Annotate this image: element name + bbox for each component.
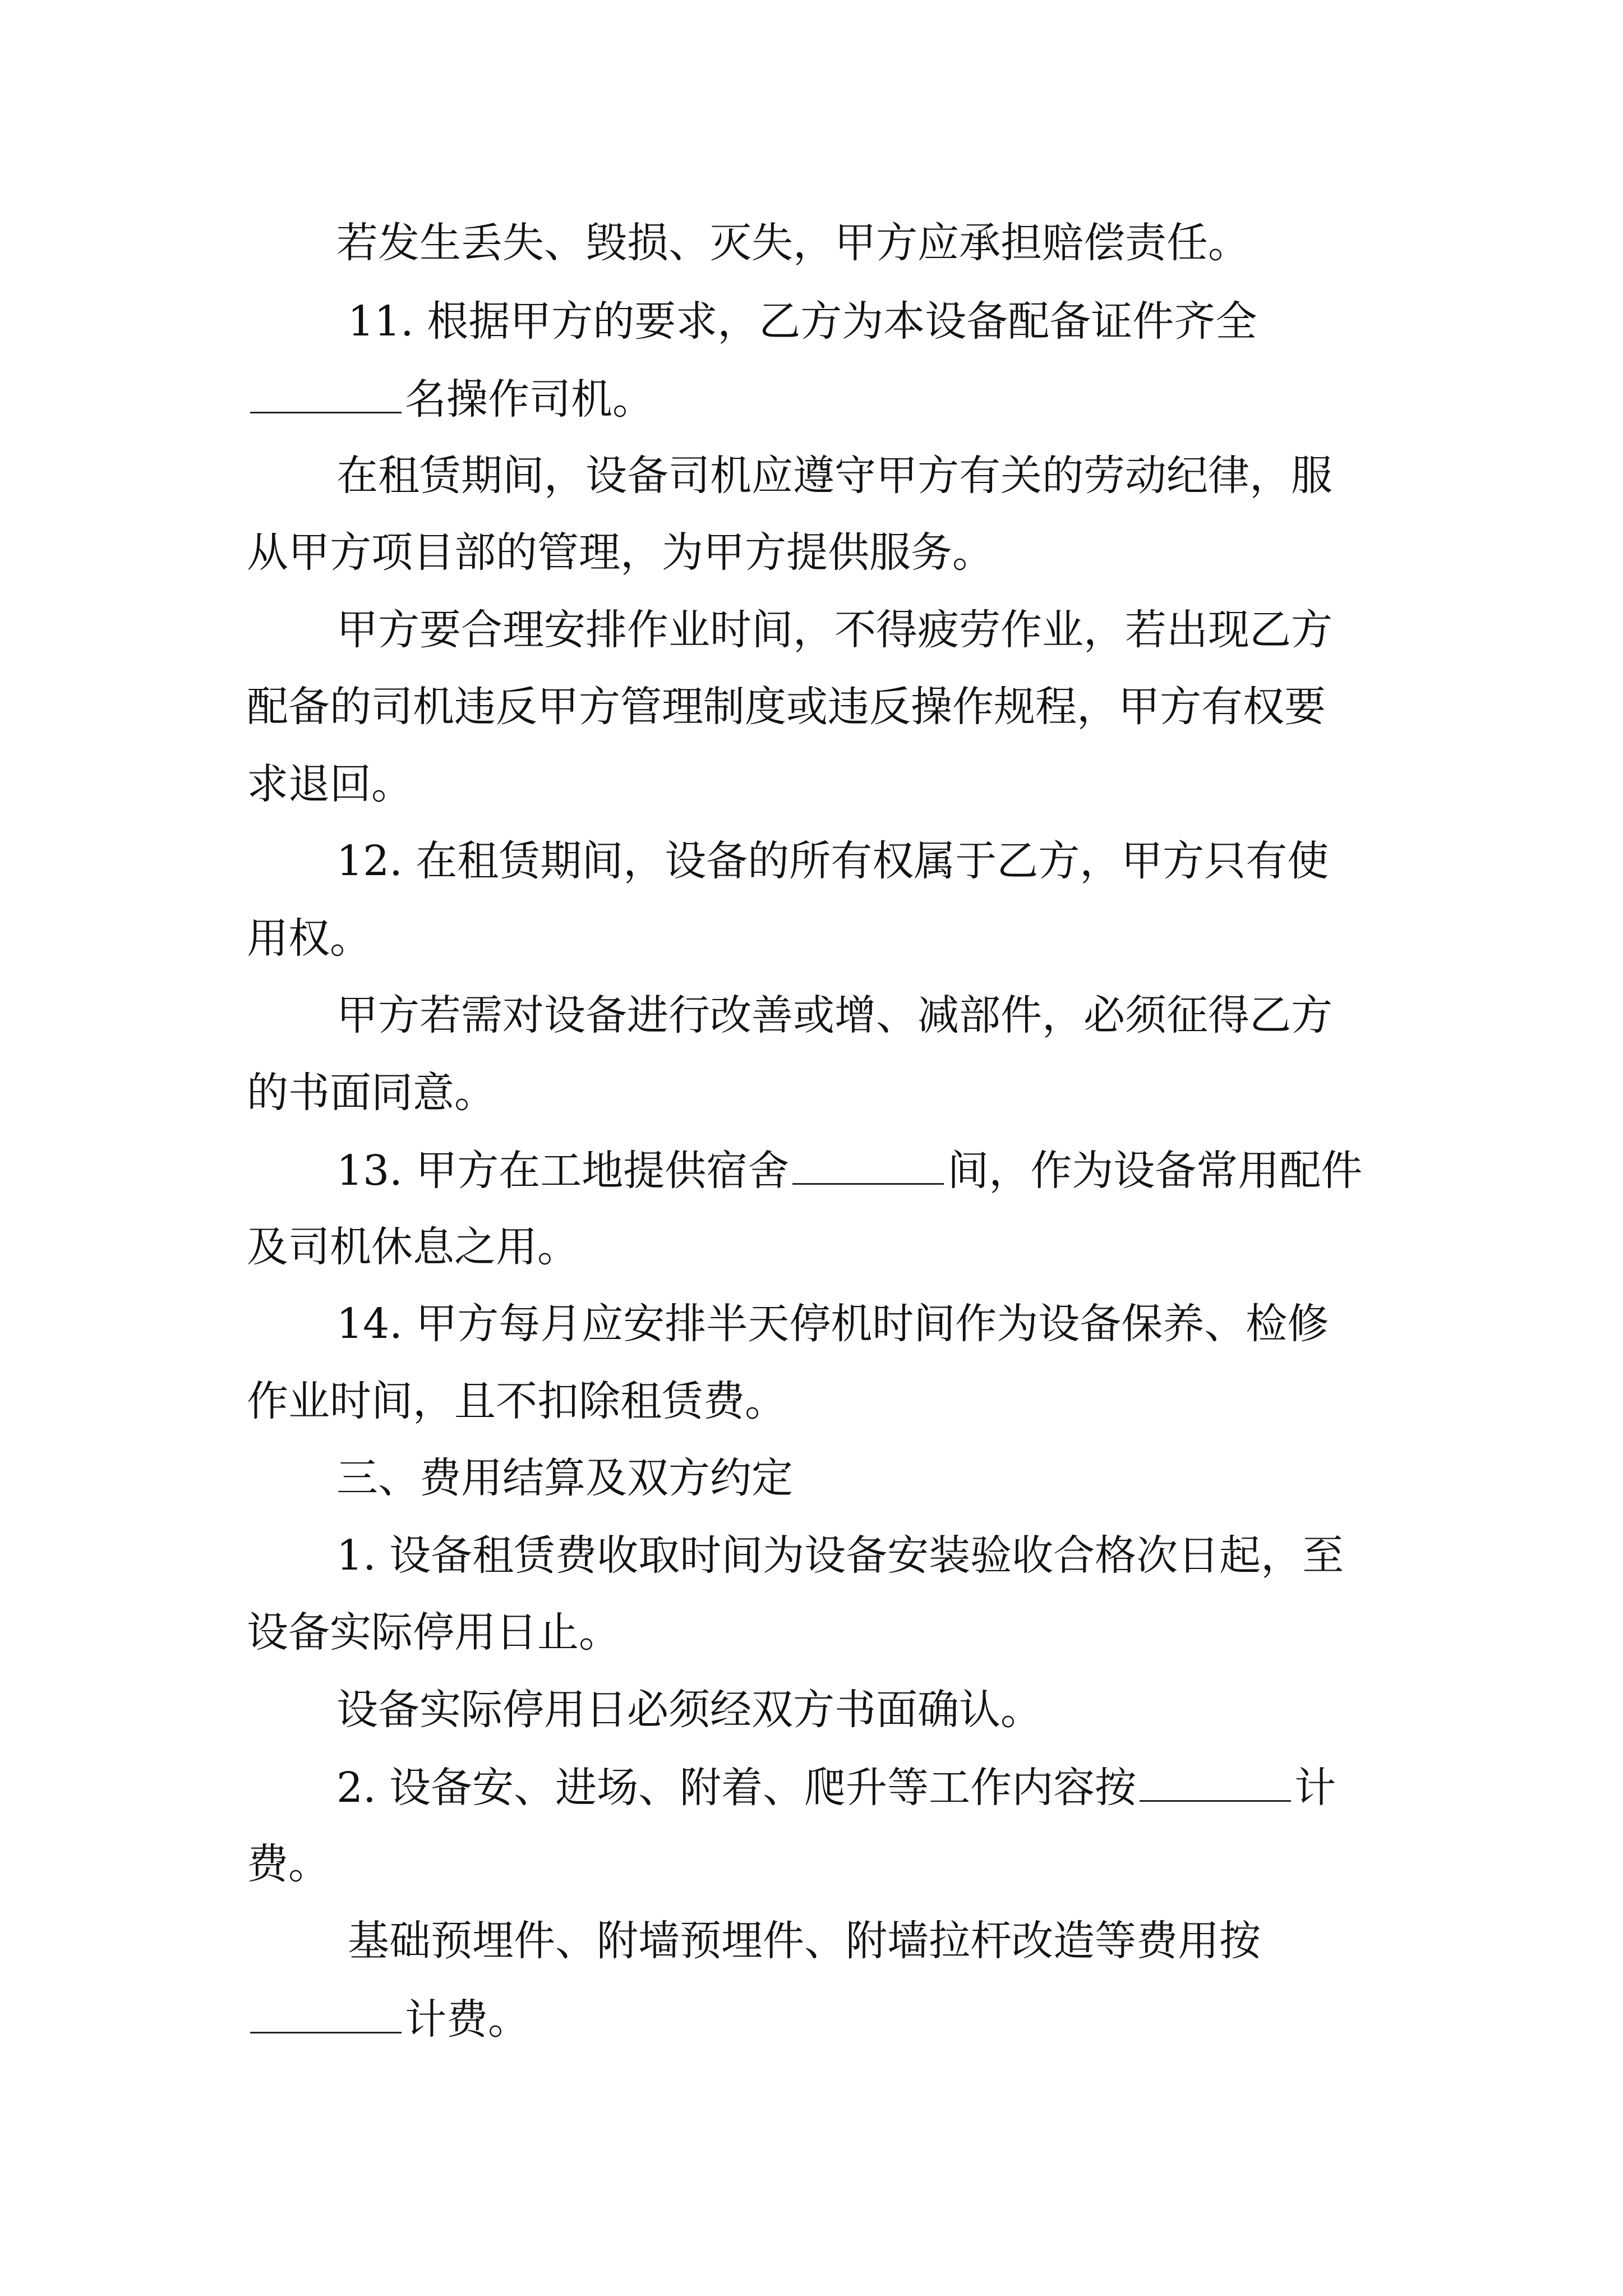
fill-in-blank[interactable] [250,371,402,413]
section-heading-3 [336,1451,793,1505]
text-segment: 从甲方项目部的管理，为甲方提供服务。 [247,528,994,577]
paragraph-time-line-1 [336,603,1332,657]
paragraph-s2-line-3 [348,1914,1261,1968]
text-segment: 用权。 [247,914,371,963]
paragraph-modify-line-1 [336,988,1332,1042]
paragraph-14-line-2 [247,1374,786,1428]
text-segment: 求退回。 [247,760,413,808]
text-segment: 13. 甲方在工地提供宿舍 [336,1147,790,1195]
fill-in-blank[interactable] [792,1143,944,1185]
text-segment: 三、费用结算及双方约定 [336,1454,793,1502]
text-segment: 设备实际停用日必须经双方书面确认。 [336,1686,1042,1734]
text-segment: 基础预埋件、附墙预埋件、附墙拉杆改造等费用按 [348,1917,1261,1965]
text-segment: 1. 设备租赁费收取时间为设备安装验收合格次日起，至 [336,1531,1344,1580]
text-segment: 名操作司机。 [405,375,654,424]
paragraph-s1-line-1 [336,1529,1344,1582]
text-segment: 及司机休息之用。 [247,1223,579,1271]
text-segment: 间，作为设备常用配件 [947,1147,1363,1195]
text-segment: 甲方若需对设备进行改善或增、减部件，必须征得乙方 [336,991,1332,1039]
paragraph-driver-line-2 [247,526,994,579]
text-segment: 2. 设备安、进场、附着、爬升等工作内容按 [336,1764,1137,1812]
paragraph-modify-line-2 [247,1066,496,1120]
text-segment: 12. 在租赁期间，设备的所有权属于乙方，甲方只有使 [336,837,1329,885]
text-segment: 11. 根据甲方的要求，乙方为本设备配备证件齐全 [348,297,1257,346]
paragraph-s2-line-4 [247,1991,529,2045]
paragraph-11-line-1 [348,295,1380,348]
paragraph-13-line-2 [247,1220,579,1274]
paragraph-time-line-2 [247,680,1326,734]
paragraph-s1-line-2 [247,1605,620,1659]
paragraph-14-line-1 [336,1297,1329,1351]
paragraph-12-line-1 [336,834,1329,888]
paragraph-driver-line-1 [336,449,1332,503]
paragraph-11-line-2 [247,371,654,425]
text-segment: 设备实际停用日止。 [247,1608,620,1657]
paragraph-time-line-3 [247,757,413,811]
text-segment: 作业时间，且不扣除租赁费。 [247,1377,786,1425]
text-segment: 计 [1294,1764,1336,1812]
text-segment: 14. 甲方每月应安排半天停机时间作为设备保养、检修 [336,1300,1329,1348]
text-segment: 若发生丢失、毁损、灭失，甲方应承担赔偿责任。 [336,219,1249,267]
paragraph-s1-line-3 [336,1683,1042,1737]
paragraph-13-line-1 [336,1143,1362,1197]
text-segment: 配备的司机违反甲方管理制度或违反操作规程，甲方有权要 [247,683,1326,731]
paragraph-12-line-2 [247,912,371,965]
paragraph-loss-line [336,216,1249,270]
paragraph-s2-line-1 [336,1760,1336,1814]
text-segment: 费。 [247,1840,330,1888]
text-segment: 计费。 [405,1995,529,2044]
text-segment: 的书面同意。 [247,1069,496,1117]
text-segment: 甲方要合理安排作业时间，不得疲劳作业，若出现乙方 [336,606,1332,654]
fill-in-blank[interactable] [1140,1760,1291,1802]
text-segment: 在租赁期间，设备司机应遵守甲方有关的劳动纪律，服 [336,452,1332,500]
paragraph-s2-line-2 [247,1837,330,1891]
fill-in-blank[interactable] [250,1991,402,2033]
